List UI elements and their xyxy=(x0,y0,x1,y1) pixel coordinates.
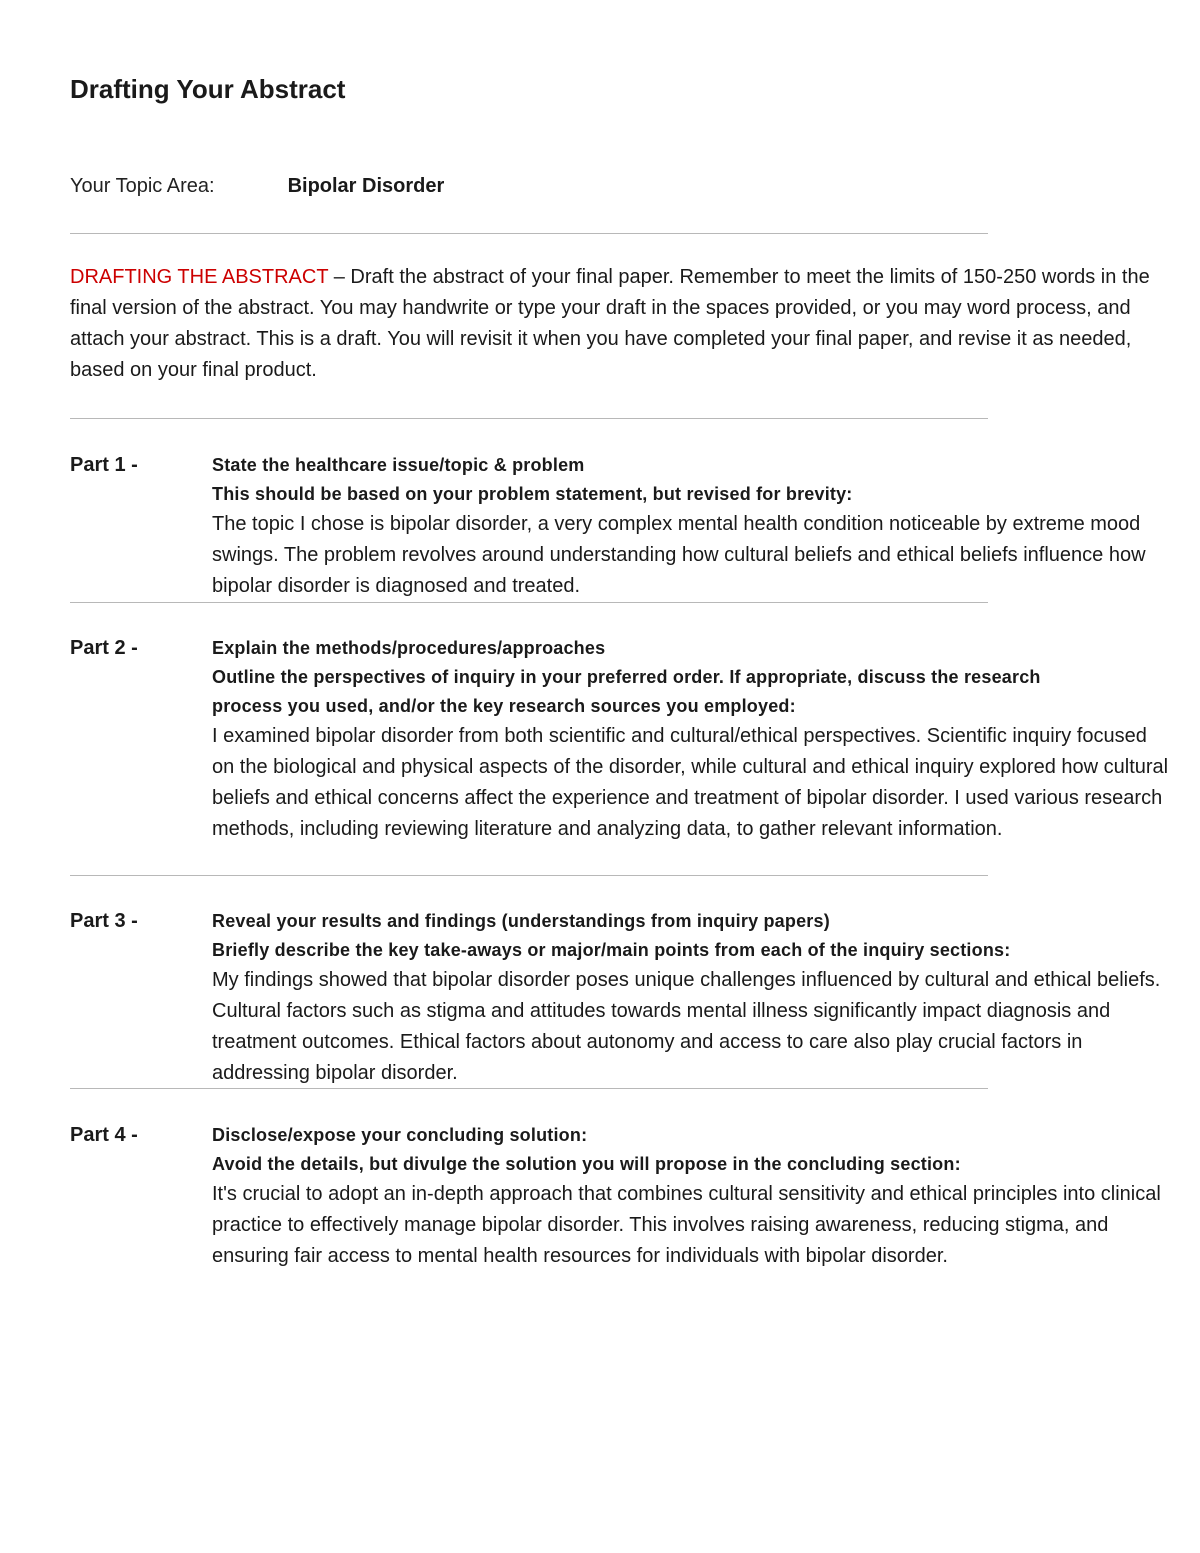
topic-area-value: Bipolar Disorder xyxy=(287,175,445,197)
part-4-text: It's crucial to adopt an in-depth approach that combines cultural sensitivity and ethical principles into clinical practice to effectively manage bipolar disorder. This involves raising awareness, reducing stigma, and ensuring fair access to mental health resources for individuals with bipolar disorder. xyxy=(212,1183,1161,1267)
abstract-instructions-text: – Draft the abstract of your final paper. Remember to meet the limits of 150-250 words in the final version of the abstract. You may handwrite or type your draft in the spaces provided, or you may word process, and attach your abstract. This is a draft. You will revisit it when you have completed your final paper, and revise it as needed, based on your final product. xyxy=(70,266,1150,381)
topic-area-label: Your Topic Area: xyxy=(70,175,215,197)
part-2-subheading: Outline the perspectives of inquiry in your preferred order. If appropriate, discuss the research process you used, and/or the key research sources you employed: xyxy=(212,667,1041,716)
divider-line xyxy=(70,418,988,419)
part-3-subheading: Briefly describe the key take-aways or major/main points from each of the inquiry sections: xyxy=(212,940,1011,960)
part-1-text: The topic I chose is bipolar disorder, a very complex mental health condition noticeable by extreme mood swings. The problem revolves around understanding how cultural beliefs and ethical beliefs influence how bipolar disorder is diagnosed and treated. xyxy=(212,513,1146,597)
divider-line xyxy=(70,602,988,603)
divider-line xyxy=(70,875,988,876)
part-1-heading: State the healthcare issue/topic & problem xyxy=(212,455,585,475)
part-3-body xyxy=(212,907,1172,1089)
part-3-label: Part 3 - xyxy=(70,910,138,932)
part-1-body xyxy=(212,451,1172,602)
abstract-instructions-heading: DRAFTING THE ABSTRACT xyxy=(70,266,329,288)
part-2-text: I examined bipolar disorder from both scientific and cultural/ethical perspectives. Scientific inquiry focused on the biological and physical aspects of the disorder, while cultural and ethical inquiry explored how cultural beliefs and ethical concerns affect the experience and treatment of bipolar disorder. I used various research methods, including reviewing literature and analyzing data, to gather relevant information. xyxy=(212,725,1169,840)
part-4-subheading: Avoid the details, but divulge the solution you will propose in the concluding section: xyxy=(212,1154,961,1174)
abstract-instructions xyxy=(70,262,1150,386)
part-2-label: Part 2 - xyxy=(70,637,138,659)
part-3-heading: Reveal your results and findings (understandings from inquiry papers) xyxy=(212,911,830,931)
divider-line xyxy=(70,233,988,234)
part-1-label: Part 1 - xyxy=(70,454,138,476)
part-4-label: Part 4 - xyxy=(70,1124,138,1146)
page-title: Drafting Your Abstract xyxy=(70,74,346,104)
part-4-body xyxy=(212,1121,1172,1272)
part-4-heading: Disclose/expose your concluding solution: xyxy=(212,1125,588,1145)
divider-line xyxy=(70,1088,988,1089)
part-3-text: My findings showed that bipolar disorder poses unique challenges influenced by cultural and ethical beliefs. Cultural factors such as stigma and attitudes towards mental illness significantly impact diagnosis and treatment outcomes. Ethical factors about autonomy and access to care also play crucial factors in addressing bipolar disorder. xyxy=(212,969,1161,1084)
topic-area-row xyxy=(70,172,444,200)
part-1-subheading: This should be based on your problem statement, but revised for brevity: xyxy=(212,484,853,504)
part-2-body xyxy=(212,634,1172,845)
part-2-heading: Explain the methods/procedures/approaches xyxy=(212,638,606,658)
